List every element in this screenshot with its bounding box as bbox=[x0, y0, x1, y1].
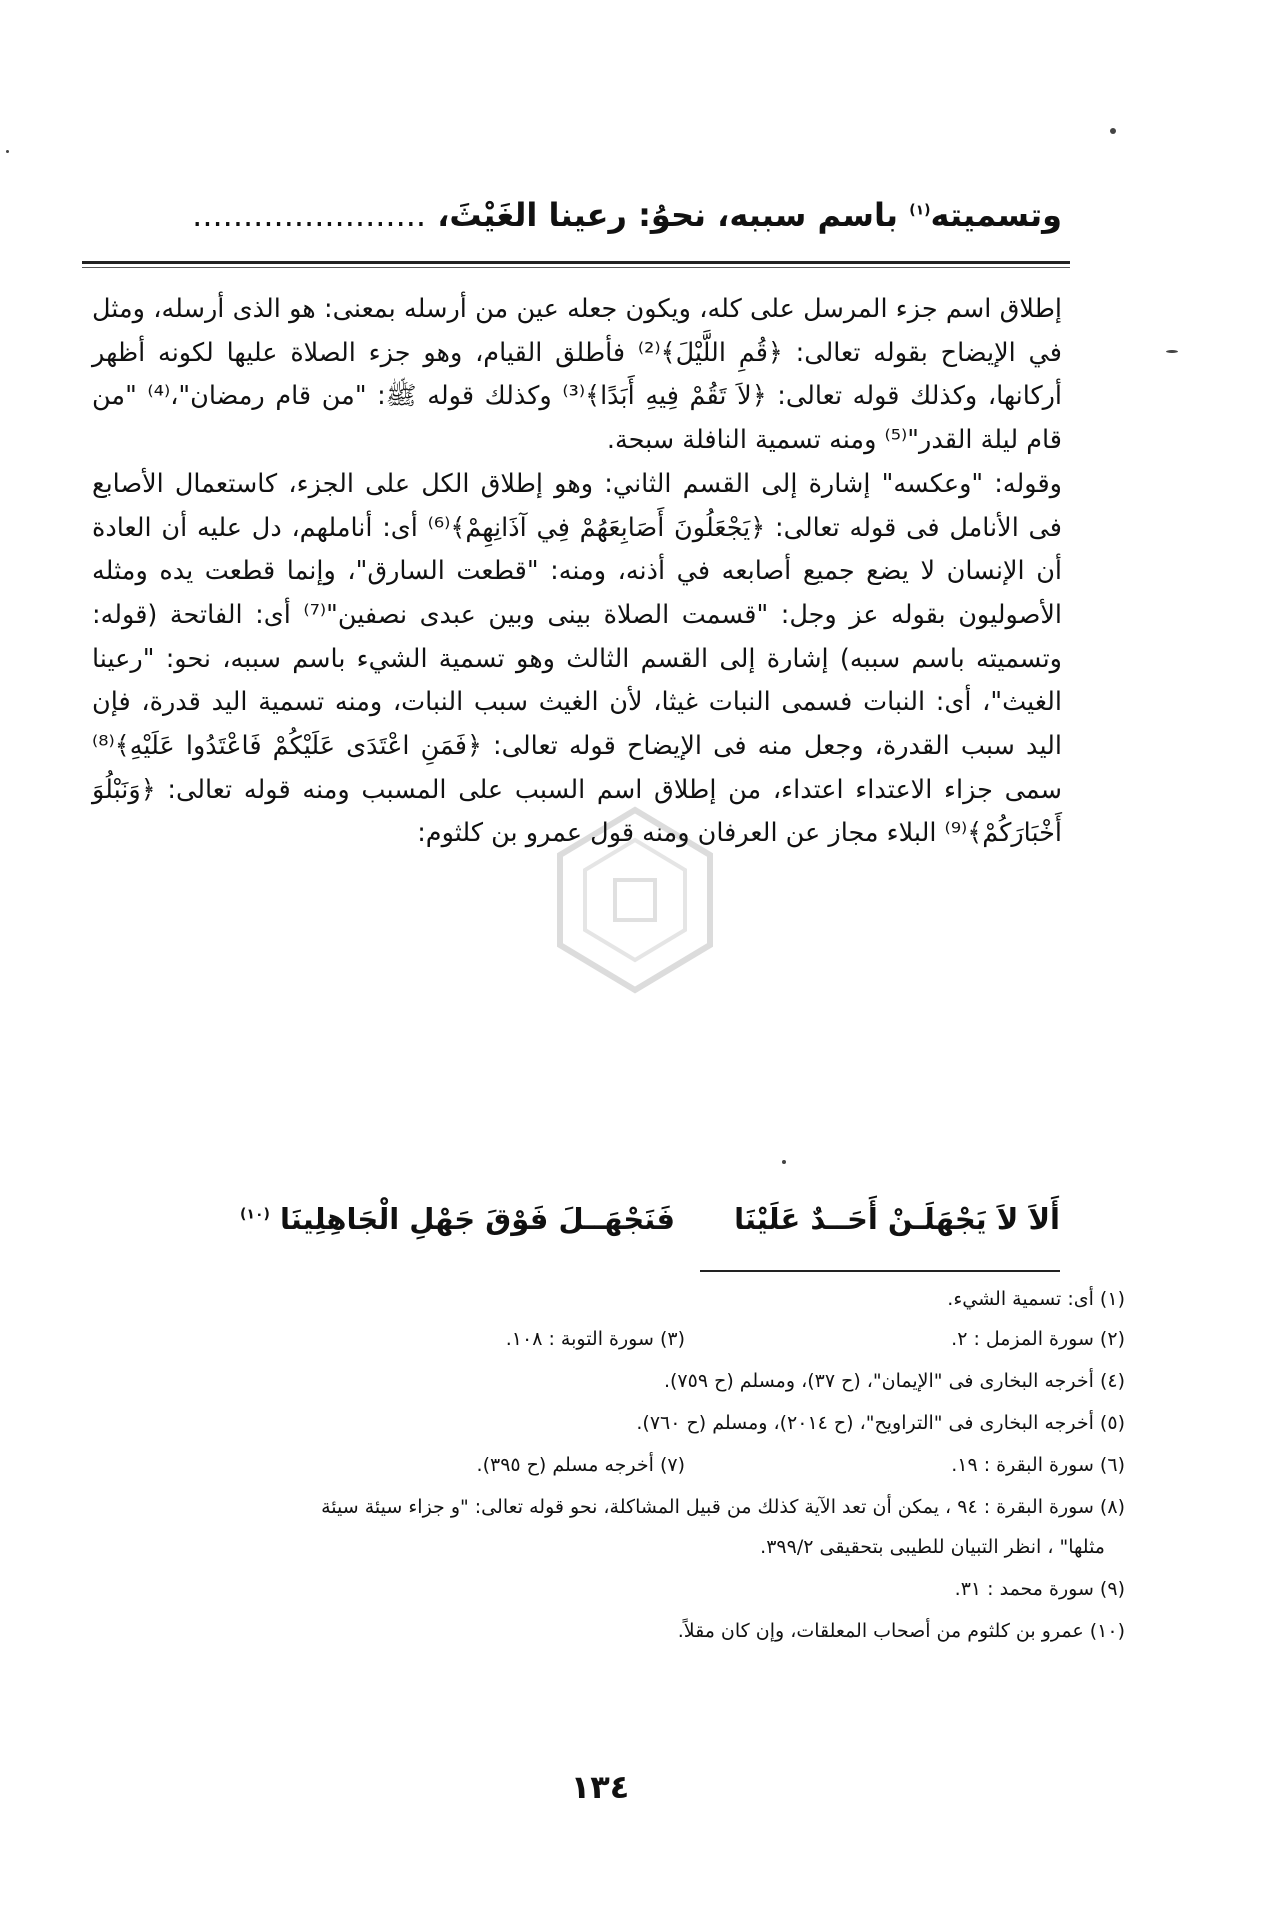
poetry-verse bbox=[180, 1202, 1060, 1252]
scan-speck bbox=[1166, 350, 1178, 353]
footnote-separator bbox=[700, 1270, 1060, 1272]
footnote-2: (٢) سورة المزمل : ٢. bbox=[951, 1328, 1125, 1350]
page-number: ١٣٤ bbox=[570, 1768, 630, 1806]
scan-speck bbox=[782, 1160, 786, 1164]
footnote-8-continued: مثلها" ، انظر التبيان للطيبى بتحقيقى ٣٩٩/٢. bbox=[760, 1536, 1105, 1558]
footnote-6: (٦) سورة البقرة : ١٩. bbox=[951, 1454, 1125, 1476]
verse-footnote-marker: (١٠) bbox=[240, 1206, 270, 1223]
footnote-4: (٤) أخرجه البخارى فى "الإيمان"، (ح ٣٧)، ومسلم (ح ٧٥٩). bbox=[663, 1370, 1125, 1392]
footnote-8: (٨) سورة البقرة : ٩٤ ، يمكن أن تعد الآية كذلك من قبيل المشاكلة، نحو قوله تعالى: "و جزاء سيئة سيئة bbox=[321, 1496, 1125, 1518]
footnote-7: (٧) أخرجه مسلم (ح ٣٩٥). bbox=[476, 1454, 685, 1476]
verse-second-hemistich bbox=[240, 1202, 675, 1236]
page-header bbox=[90, 196, 1062, 256]
header-footnote-marker: (١) bbox=[909, 202, 931, 219]
scan-speck bbox=[6, 150, 9, 153]
paragraph: إطلاق اسم جزء المرسل على كله، ويكون جعله عين من أرسله بمعنى: هو الذى أرسله، ومثل في الإيضاح بقوله تعالى: ﴿قُمِ اللَّيْلَ﴾⁽²⁾ فأطلق القيام، وهو جزء الصلاة عليها لكونه أظهر أركانها، وكذلك قوله تعالى: ﴿لاَ تَقُمْ فِيهِ أَبَدًا﴾⁽³⁾ وكذلك قوله ﷺ: "من قام رمضان"،⁽⁴⁾ "من قام ليلة القدر"⁽⁵⁾ ومنه تسمية النافلة سبحة. bbox=[92, 294, 1063, 456]
header-title-rest: باسم سببه، نحوُ: رعينا الغَيْثَ، bbox=[437, 196, 899, 234]
footnote-3: (٣) سورة التوبة : ١٠٨. bbox=[505, 1328, 685, 1350]
footnote-10: (١٠) عمرو بن كلثوم من أصحاب المعلقات، وإن كان مقلاً. bbox=[677, 1620, 1125, 1642]
header-dots: ....................... bbox=[192, 196, 427, 234]
header-title: وتسميته bbox=[930, 196, 1062, 234]
scan-speck bbox=[1110, 128, 1116, 134]
footnote-1: (١) أى: تسمية الشيء. bbox=[947, 1288, 1125, 1310]
paragraph: وقوله: "وعكسه" إشارة إلى القسم الثاني: وهو إطلاق الكل على الجزء، كاستعمال الأصابع فى الأنامل فى قوله تعالى: ﴿يَجْعَلُونَ أَصَابِعَهُمْ فِي آذَانِهِمْ﴾⁽⁶⁾ أى: أناملهم، دل عليه أن العادة أن الإنسان لا يضع جميع أصابعه في أذنه، ومنه: "قطعت السارق"، وإنما قطعت يده ومثله الأصوليون بقوله عز وجل: "قسمت الصلاة بينى وبين عبدى نصفين"⁽⁷⁾ أى: الفاتحة (قوله: وتسميته باسم سببه) إشارة إلى القسم الثالث وهو تسمية الشيء باسم سببه، نحو: "رعينا الغيث"، أى: النبات فسمى النبات غيثا، لأن الغيث سبب النبات، ومنه تسمية اليد قدرة، فإن اليد سبب القدرة، وجعل منه فى الإيضاح قوله تعالى: ﴿فَمَنِ اعْتَدَى عَلَيْكُمْ فَاعْتَدُوا عَلَيْهِ﴾⁽⁸⁾ سمى جزاء الاعتداء اعتداء، من إطلاق اسم السبب على المسبب ومنه قوله تعالى: ﴿وَنَبْلُوَ أَخْبَارَكُمْ﴾⁽⁹⁾ البلاء مجاز عن العرفان ومنه قول عمرو بن كلثوم: bbox=[92, 468, 1063, 849]
header-rule bbox=[82, 261, 1070, 264]
footnote-5: (٥) أخرجه البخارى فى "التراويح"، (ح ٢٠١٤)، ومسلم (ح ٧٦٠). bbox=[636, 1412, 1125, 1434]
footnote-9: (٩) سورة محمد : ٣١. bbox=[954, 1578, 1125, 1600]
verse-second-text: فَنَجْهَــلَ فَوْقَ جَهْلِ الْجَاهِلِينَا bbox=[280, 1202, 676, 1236]
verse-first-hemistich: أَلاَ لاَ يَجْهَلَـنْ أَحَــدٌ عَلَيْنَا bbox=[734, 1202, 1060, 1236]
header-rule-thin bbox=[82, 267, 1070, 268]
main-text bbox=[92, 288, 1062, 856]
